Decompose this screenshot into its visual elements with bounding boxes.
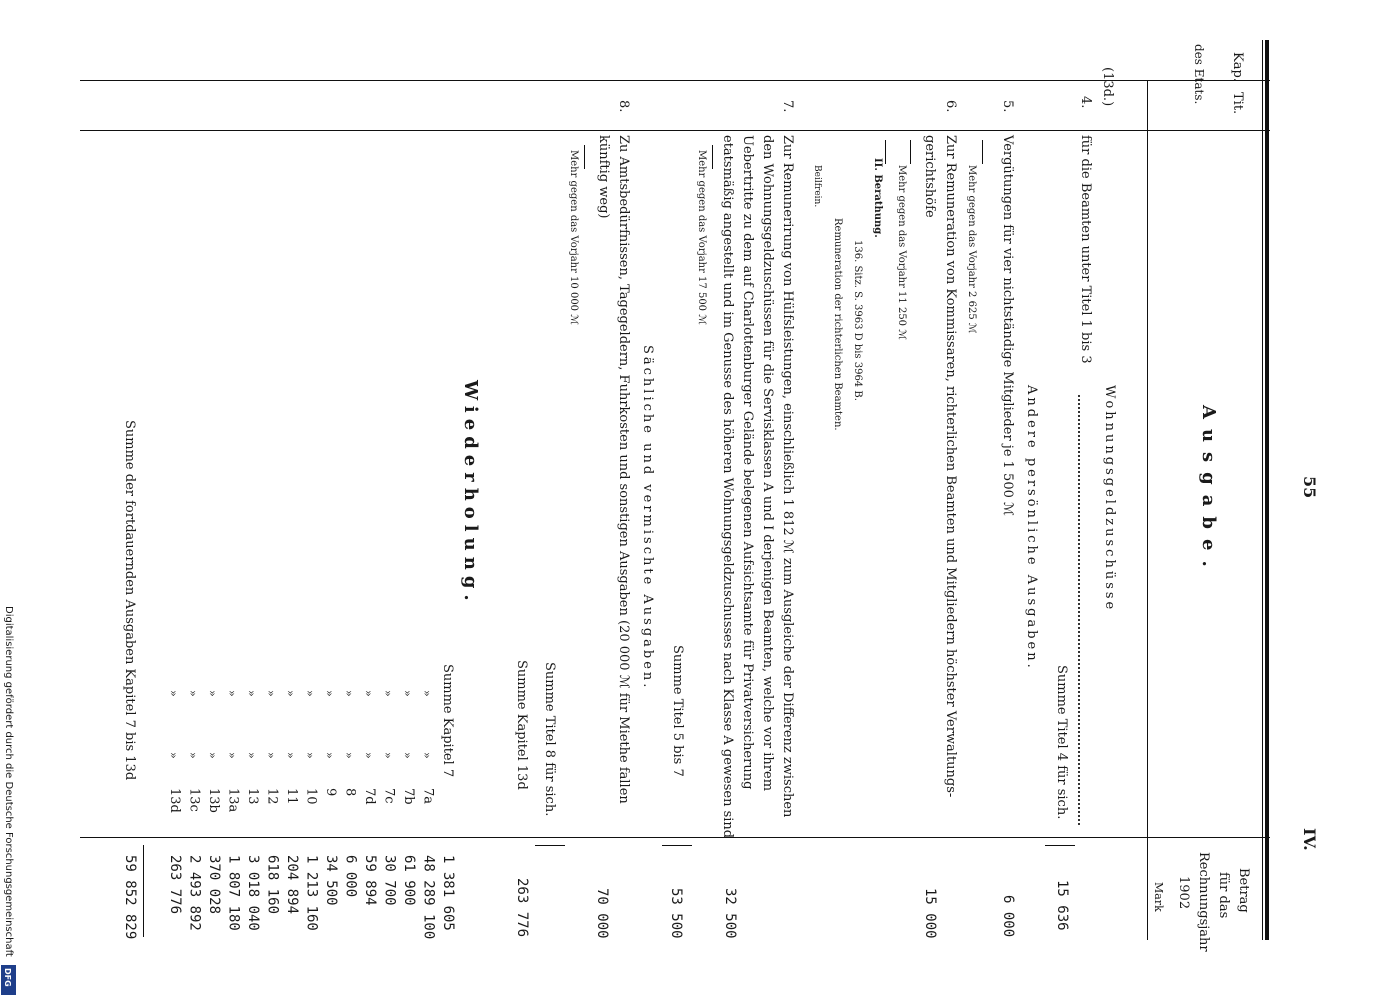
t8-note: Mehr gegen das Vorjahr 10 000 ℳ [568,150,579,325]
t7-number: 7. [780,100,795,113]
top-rule [1265,40,1269,940]
recap-total-rule [143,845,144,937]
recap-row-label: 13b [206,788,221,813]
t8-sum-label: Summe Titel 8 für sich. [542,662,557,817]
header-rule [1147,80,1148,940]
t7-line4: etatsmäßig angestellt und im Genusse des höheren Wohnungsgeldzuschusses nach Klasse A gewesen sind [720,135,735,839]
amount-header-betrag: Betrag [1236,868,1251,913]
recap-total-value: 59 852 829 [122,855,138,940]
recap-row-label: 8 [342,788,358,797]
recap-row-label: Summe Kapitel 7 [440,664,455,778]
t4-sum-label: Summe Titel 4 für sich. [1054,665,1069,820]
t6-ref-bracket [885,140,886,164]
t5-number: 5. [1000,100,1015,113]
recap-ditto: » [225,752,239,759]
t8-note-bracket [584,145,585,169]
recap-ditto: » [323,690,336,697]
recap-ditto: » [225,690,239,697]
recap-ditto: » [362,690,375,697]
t5-note-bracket [982,140,983,164]
recap-row-value: 3 018 040 [245,855,261,931]
recap-ditto: » [401,752,414,759]
t6-note-bracket [910,140,911,164]
recap-ditto: » [206,752,219,759]
t8-line1: Zu Amtsbedürfnissen, Tagegeldern, Fuhrkosten und sonstigen Ausgaben (20 000 ℳ für Miethe fallen [616,135,631,804]
t57-sum-rule [662,845,692,846]
tit-label: Tit. [1230,92,1245,115]
recap-ditto: » [381,690,395,697]
recap-row-label: 10 [303,788,319,805]
recap-ditto: » [420,690,434,697]
t4-text: für die Beamten unter Titel 1 bis 3 [1078,135,1093,364]
page-number: 55 [1300,476,1319,499]
recap-row-label: 7b [401,788,416,805]
t8-number: 8. [616,100,631,113]
kap13d-sum-value: 263 776 [514,878,530,938]
t57-sum-label: Summe Titel 5 bis 7 [670,645,685,777]
recap-ditto: » [206,690,219,697]
recap-ditto: » [342,690,356,697]
recap-ditto: » [284,690,297,697]
t6-line2: gerichtshöfe [922,135,937,218]
recap-row-label: 12 [264,788,280,805]
recap-row-label: 13d [167,788,182,813]
t4-leader [1078,395,1080,825]
recap-ditto: » [245,752,258,759]
t7-value: 32 500 [722,888,738,939]
recap-row-value: 34 500 [323,855,339,906]
recap-row-value: 1 213 160 [303,855,320,931]
footer-credit: Digitalisierung gefördert durch die Deutsche Forschungsgemeinschaft [3,606,14,957]
recap-total-label: Summe der fortdauernden Ausgaben Kapitel 7 bis 13d [122,420,137,781]
amount-column-rule [80,837,1270,838]
recap-row-value: 48 289 100 [420,855,437,940]
recap-row-value: 1 381 605 [440,855,456,931]
t6-ref-title: Remuneration der richterlichen Beamten. [832,218,843,431]
recap-ditto: » [303,690,317,697]
recap-row-value: 59 894 [362,855,378,906]
recap-ditto: » [362,752,375,759]
recap-ditto: » [186,752,200,759]
kap-reference: (13d.) [1100,67,1115,107]
section-title: Ausgabe. [1198,405,1219,577]
recap-heading: Wiederholung. [460,380,481,607]
t5-note: Mehr gegen das Vorjahr 2 625 ℳ [966,165,977,334]
material-heading: Sächliche und vermischte Ausgaben. [640,345,655,691]
t6-note: Mehr gegen das Vorjahr 11 250 ℳ [896,165,907,340]
amount-header-year: 1902 [1176,876,1191,910]
recap-row-value: 204 894 [284,855,300,915]
t7-line3: Uebertritte zu dem auf Charlottenburger Gelände belegenen Aufsichtsamte für Privatversicherung [740,135,755,790]
recap-row-value: 618 160 [264,855,281,915]
amount-header-jahr: Rechnungsjahr [1196,852,1211,952]
kap13d-sum-label: Summe Kapitel 13d [514,660,529,790]
t7-line2: den Wohnungsgeldzuschüssen für die Servisklassen A und I derjenigen Beamten, welche vor ihrem [760,135,775,792]
recap-ditto: » [381,752,395,759]
recap-row-label: 7d [362,788,377,805]
recap-row-value: 61 900 [401,855,417,906]
recap-ditto: » [186,690,200,697]
recap-row-value: 30 700 [381,855,398,906]
recap-row-label: 9 [323,788,338,797]
t57-sum-value: 53 500 [668,888,684,939]
kap-label: Kap. [1230,52,1245,82]
t4-sum-value: 15 636 [1054,880,1070,931]
amount-header-fuer: für das [1216,872,1231,919]
recap-row-label: 7c [381,788,397,804]
t8-line2: künftig weg) [596,135,611,219]
recap-ditto: » [303,752,317,759]
recap-row-value: 2 493 892 [186,855,203,931]
t5-value: 6 000 [1000,895,1016,938]
recap-ditto: » [323,752,336,759]
recap-row-label: 7a [420,788,436,805]
t6-ref-line: 136. Sitz. S. 3963 D bis 3964 B. [852,240,863,401]
recap-ditto: » [401,690,414,697]
t7-note: Mehr gegen das Vorjahr 17 500 ℳ [696,150,707,325]
recap-ditto: » [342,752,356,759]
other-heading: Andere persönliche Ausgaben. [1024,385,1039,671]
t7-line1: Zur Remunerirung von Hülfsleistungen, einschließlich 1 812 ℳ zum Ausgleiche der Differenz zwischen [780,135,795,818]
dfg-logo [1,965,16,995]
text-column-rule [80,130,1270,131]
t8-sum-rule [535,845,565,846]
recap-ditto: » [264,752,278,759]
recap-row-value: 370 028 [206,855,222,915]
recap-row-label: 13a [225,788,241,813]
recap-ditto: » [284,752,297,759]
t6-number: 6. [943,100,958,113]
dfg-logo-text: DFG [3,968,12,987]
t8-value: 70 000 [594,888,610,939]
des-etats-label: des Etats. [1192,44,1206,105]
recap-ditto: » [420,752,434,759]
t6-ref-sub: Beilfrein. [812,165,822,208]
recap-row-label: 11 [284,788,299,805]
t4-number: 4. [1078,96,1093,109]
recap-row-value: 6 000 [342,855,359,898]
top-rule-thin [1262,40,1263,940]
recap-row-label: 13 [245,788,260,805]
t4-sum-rule [1045,845,1075,846]
recap-ditto: » [264,690,278,697]
roman-numeral: IV. [1300,828,1319,851]
recap-row-value: 1 807 180 [225,855,242,931]
recap-row-label: 13c [186,788,202,812]
recap-ditto: » [245,690,258,697]
t6-value: 15 000 [922,888,938,939]
recap-ditto: » [167,690,180,697]
t4-heading: Wohnungsgeldzuschüsse [1102,385,1117,613]
amount-header-unit: Mark [1152,882,1165,912]
t7-note-bracket [712,145,713,169]
t6-line1: Zur Remuneration von Kommissaren, richterlichen Beamten und Mitgliedern höchster Verwaltungs- [943,135,958,798]
kap-column-rule [80,80,1270,81]
recap-ditto: » [167,752,180,759]
t5-text: Vergütungen für vier nichtständige Mitglieder je 1 500 ℳ [1000,135,1015,516]
recap-row-value: 263 776 [167,855,183,915]
t6-ref-head: II. Berathung. [872,158,883,238]
